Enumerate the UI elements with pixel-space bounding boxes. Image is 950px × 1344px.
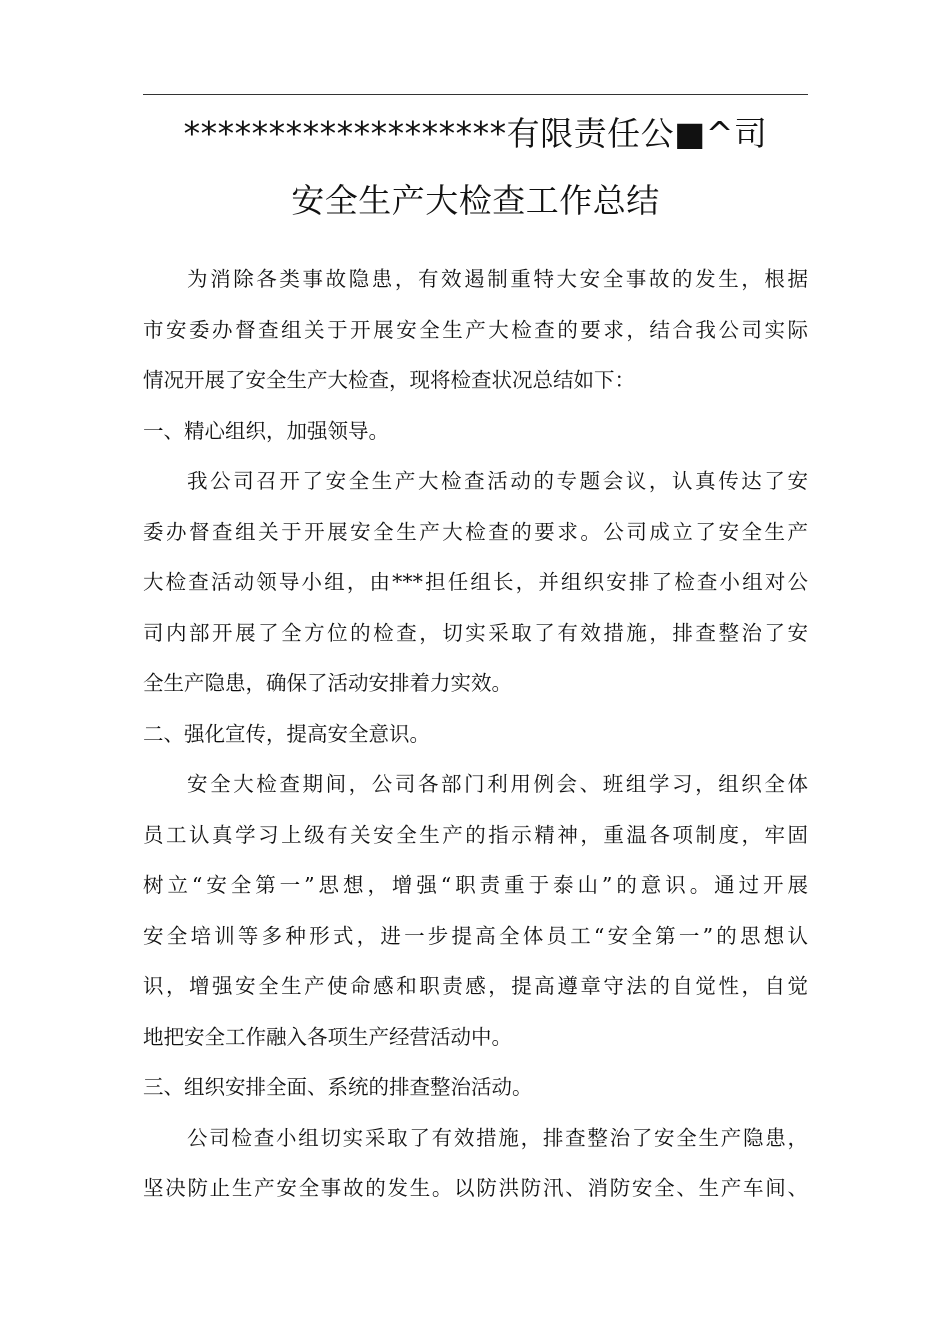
- text-line: 员工认真学习上级有关安全生产的指示精神，重温各项制度，牢固: [143, 822, 808, 847]
- text-line: 识，增强安全生产使命感和职责感，提高遵章守法的自觉性，自觉: [143, 974, 808, 998]
- text-line: 地把安全工作融入各项生产经营活动中。: [143, 1024, 512, 1049]
- text-line: 全生产隐患，确保了活动安排着力实效。: [143, 671, 512, 695]
- text-line: 司内部开展了全方位的检查，切实采取了有效措施，排查整治了安: [143, 620, 808, 645]
- text-line: 市安委办督查组关于开展安全生产大检查的要求，结合我公司实际: [143, 317, 808, 342]
- text-line: 坚决防止生产安全事故的发生。以防洪防汛、消防安全、生产车间、: [143, 1176, 808, 1200]
- text-line: 三、组织安排全面、系统的排查整治活动。: [143, 1075, 533, 1099]
- text-line: 二、强化宣传，提高安全意识。: [143, 721, 430, 746]
- header-rule: [143, 94, 808, 95]
- company-title: *******************有限责任公■^司: [183, 114, 768, 153]
- text-line: 委办督查组关于开展安全生产大检查的要求。公司成立了安全生产: [143, 519, 808, 544]
- text-line: 树立“安全第一”思想，增强“职责重于泰山”的意识。通过开展: [143, 873, 808, 897]
- text-line: 安全大检查期间，公司各部门利用例会、班组学习，组织全体: [187, 772, 808, 796]
- text-line: 大检查活动领导小组，由***担任组长，并组织安排了检查小组对公: [143, 570, 808, 594]
- text-line: 安全培训等多种形式，进一步提高全体员工“安全第一”的思想认: [143, 923, 808, 948]
- document-title: 安全生产大检查工作总结: [291, 181, 660, 220]
- text-line: 公司检查小组切实采取了有效措施，排查整治了安全生产隐患，: [187, 1125, 808, 1150]
- text-line: 一、精心组织，加强领导。: [143, 418, 389, 443]
- text-line: 情况开展了安全生产大检查，现将检查状况总结如下：: [143, 368, 635, 392]
- text-line: 为消除各类事故隐患，有效遏制重特大安全事故的发生，根据: [187, 267, 808, 291]
- text-line: 我公司召开了安全生产大检查活动的专题会议，认真传达了安: [187, 469, 808, 493]
- document-body: [143, 254, 808, 1214]
